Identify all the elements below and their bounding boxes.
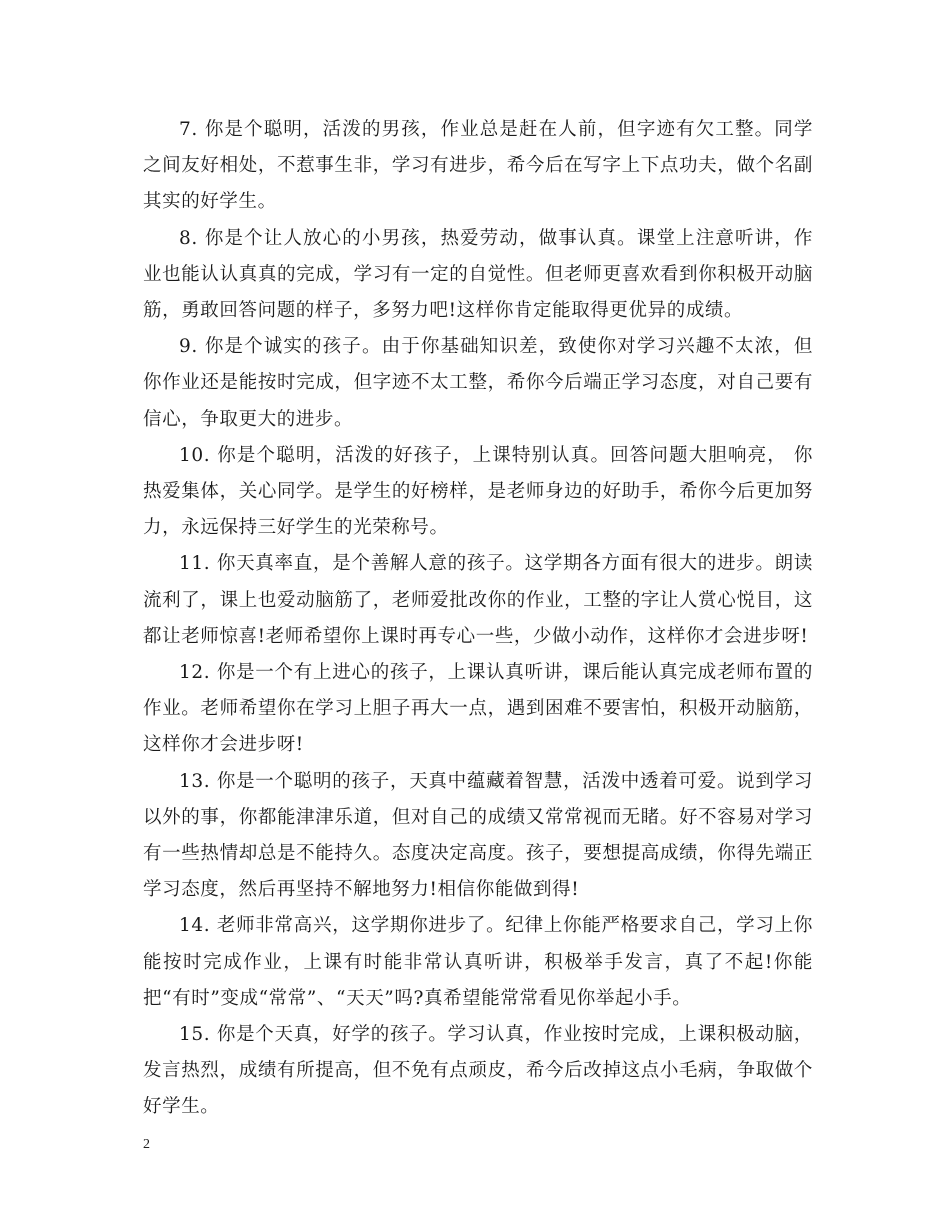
comment-paragraph-12: 12. 你是一个有上进心的孩子，上课认真听讲，课后能认真完成老师布置的作业。老师希望你在学习上胆子再大一点，遇到困难不要害怕，积极开动脑筋，这样你才会进步呀! [143, 662, 813, 756]
comment-paragraph-8: 8. 你是个让人放心的小男孩，热爱劳动，做事认真。课堂上注意听讲，作业也能认认真真的完成，学习有一定的自觉性。但老师更喜欢看到你积极开动脑筋，勇敢回答问题的样子，多努力吧!这样你肯定能取得更优异的成绩。 [143, 227, 813, 322]
comment-paragraph-10: 10. 你是个聪明，活泼的好孩子，上课特别认真。回答问题大胆响亮， 你热爱集体，关心同学。是学生的好榜样，是老师身边的好助手，希你今后更加努力，永远保持三好学生的光荣称号。 [143, 444, 813, 539]
comment-paragraph-15: 15. 你是个天真，好学的孩子。学习认真，作业按时完成，上课积极动脑，发言热烈，成绩有所提高，但不免有点顽皮，希今后改掉这点小毛病，争取做个好学生。 [143, 1024, 813, 1118]
comment-paragraph-7: 7. 你是个聪明，活泼的男孩，作业总是赶在人前，但字迹有欠工整。同学之间友好相处，不惹事生非，学习有进步，希今后在写字上下点功夫，做个名副其实的好学生。 [143, 119, 813, 213]
comment-paragraph-13: 13. 你是一个聪明的孩子，天真中蕴藏着智慧，活泼中透着可爱。说到学习以外的事，你都能津津乐道，但对自己的成绩又常常视而无睹。好不容易对学习有一些热情却总是不能持久。态度决定高度。孩子，要想提高成绩，你得先端正学习态度，然后再坚持不解地努力!相信你能做到得! [143, 770, 813, 901]
comment-paragraph-14: 14. 老师非常高兴，这学期你进步了。纪律上你能严格要求自己，学习上你能按时完成作业，上课有时能非常认真听讲，积极举手发言，真了不起!你能把“有时”变成“常常”、“天天”吗?真希望能常常看见你举起小手。 [143, 915, 813, 1009]
page-number: 2 [143, 1137, 150, 1152]
comment-paragraph-9: 9. 你是个诚实的孩子。由于你基础知识差，致使你对学习兴趣不太浓，但你作业还是能按时完成，但字迹不太工整，希你今后端正学习态度，对自己要有信心，争取更大的进步。 [143, 336, 813, 430]
comment-paragraph-11: 11. 你天真率直，是个善解人意的孩子。这学期各方面有很大的进步。朗读流利了，课上也爱动脑筋了，老师爱批改你的作业，工整的字让人赏心悦目，这都让老师惊喜!老师希望你上课时再专心一些，少做小动作，这样你才会进步呀! [143, 553, 813, 647]
document-body [143, 112, 813, 1126]
